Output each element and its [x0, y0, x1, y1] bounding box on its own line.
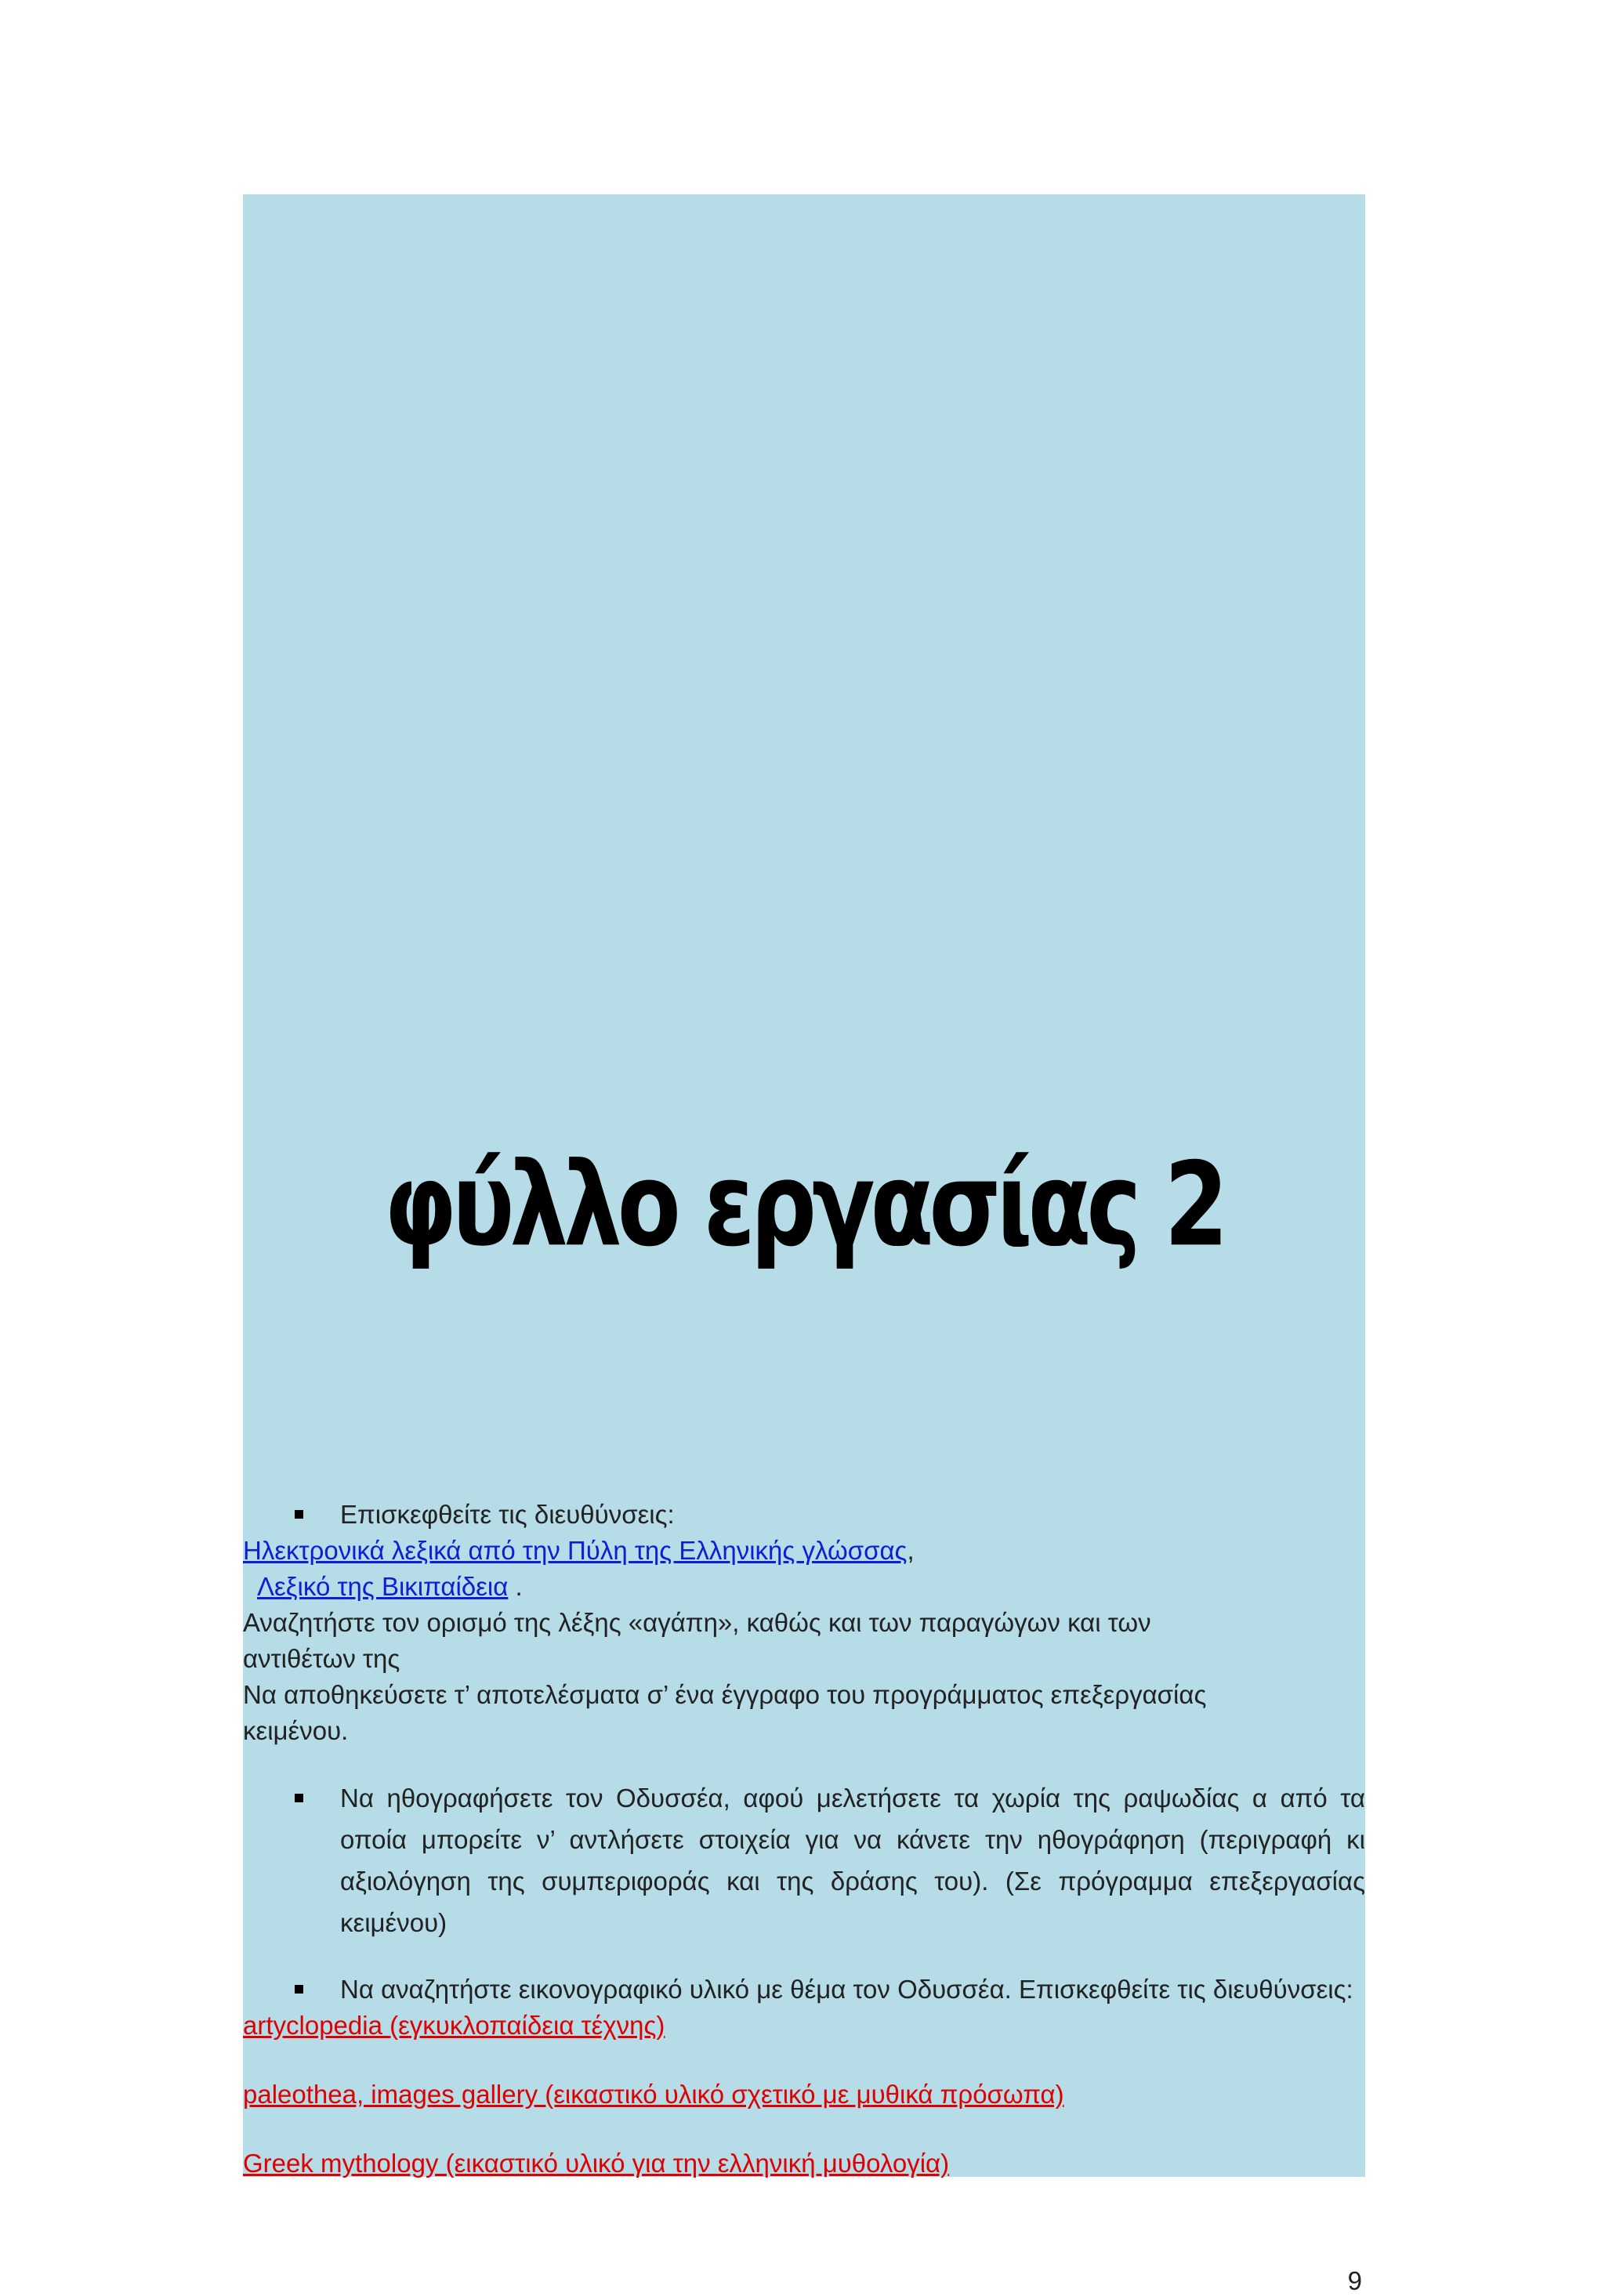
paleothea-gallery-link[interactable]: paleothea, images gallery (εικαστικό υλικό σχετικό με μυθικά πρόσωπα) — [243, 2080, 1064, 2109]
link-period: . — [508, 1572, 523, 1601]
wikipedia-dictionary-link[interactable]: Λεξικό της Βικιπαίδεια — [257, 1572, 509, 1601]
save-instruction-line-1: Να αποθηκεύσετε τ’ αποτελέσματα σ’ ένα έγγραφο του προγράμματος επεξεργασίας — [243, 1680, 1207, 1709]
save-instruction-line-2: κειμένου. — [243, 1716, 349, 1745]
bullet-visit-text: Επισκεφθείτε τις διευθύνσεις: — [340, 1500, 675, 1529]
bullet-square-icon — [295, 1985, 303, 1994]
image-links-list — [243, 2008, 1365, 2182]
search-instruction-line-1: Αναζητήστε τον ορισμό της λέξης «αγάπη», καθώς και των παραγώγων και των — [243, 1608, 1151, 1637]
characterization-text: Να ηθογραφήσετε τον Οδυσσέα, αφού μελετήσετε τα χωρία της ραψωδίας α από τα οποία μπορείτε ν’ αντλήσετε στοιχεία για να κάνετε την ηθογράφηση (περιγραφή κι αξιολόγηση της συμπεριφοράς και της δράσης του). (Σε πρόγραμμα επεξεργασίας κειμένου) — [340, 1784, 1365, 1937]
images-instruction-text: Να αναζητήστε εικονογραφικό υλικό με θέμα τον Οδυσσέα. Επισκεφθείτε τις διευθύνσεις: — [340, 1975, 1353, 2004]
bullet-item-visit — [243, 1497, 1365, 1533]
page-panel — [243, 194, 1365, 2295]
link-comma: , — [907, 1536, 915, 1565]
search-instruction-line-2: αντιθέτων της — [243, 1644, 400, 1673]
wikipedia-link-line — [243, 1569, 1365, 1605]
artyclopedia-link[interactable]: artyclopedia (εγκυκλοπαίδεια τέχνης) — [243, 2011, 665, 2040]
bullet-square-icon — [295, 1794, 303, 1802]
greek-mythology-link[interactable]: Greek mythology (εικαστικό υλικό για την ελληνική μυθολογία) — [243, 2149, 950, 2178]
dictionary-link-line — [243, 1533, 1365, 1569]
bullet-square-icon — [295, 1510, 303, 1519]
bullet-item-images — [243, 1972, 1365, 2008]
worksheet-content — [243, 1497, 1365, 2182]
bullet-item-characterization — [243, 1777, 1365, 1943]
page-number: 9 — [1347, 2266, 1362, 2295]
worksheet-title: φύλλο εργασίας 2 — [384, 1136, 1224, 1273]
greek-language-dictionaries-link[interactable]: Ηλεκτρονικά λεξικά από την Πύλη της Ελληνικής γλώσσας — [243, 1536, 908, 1565]
